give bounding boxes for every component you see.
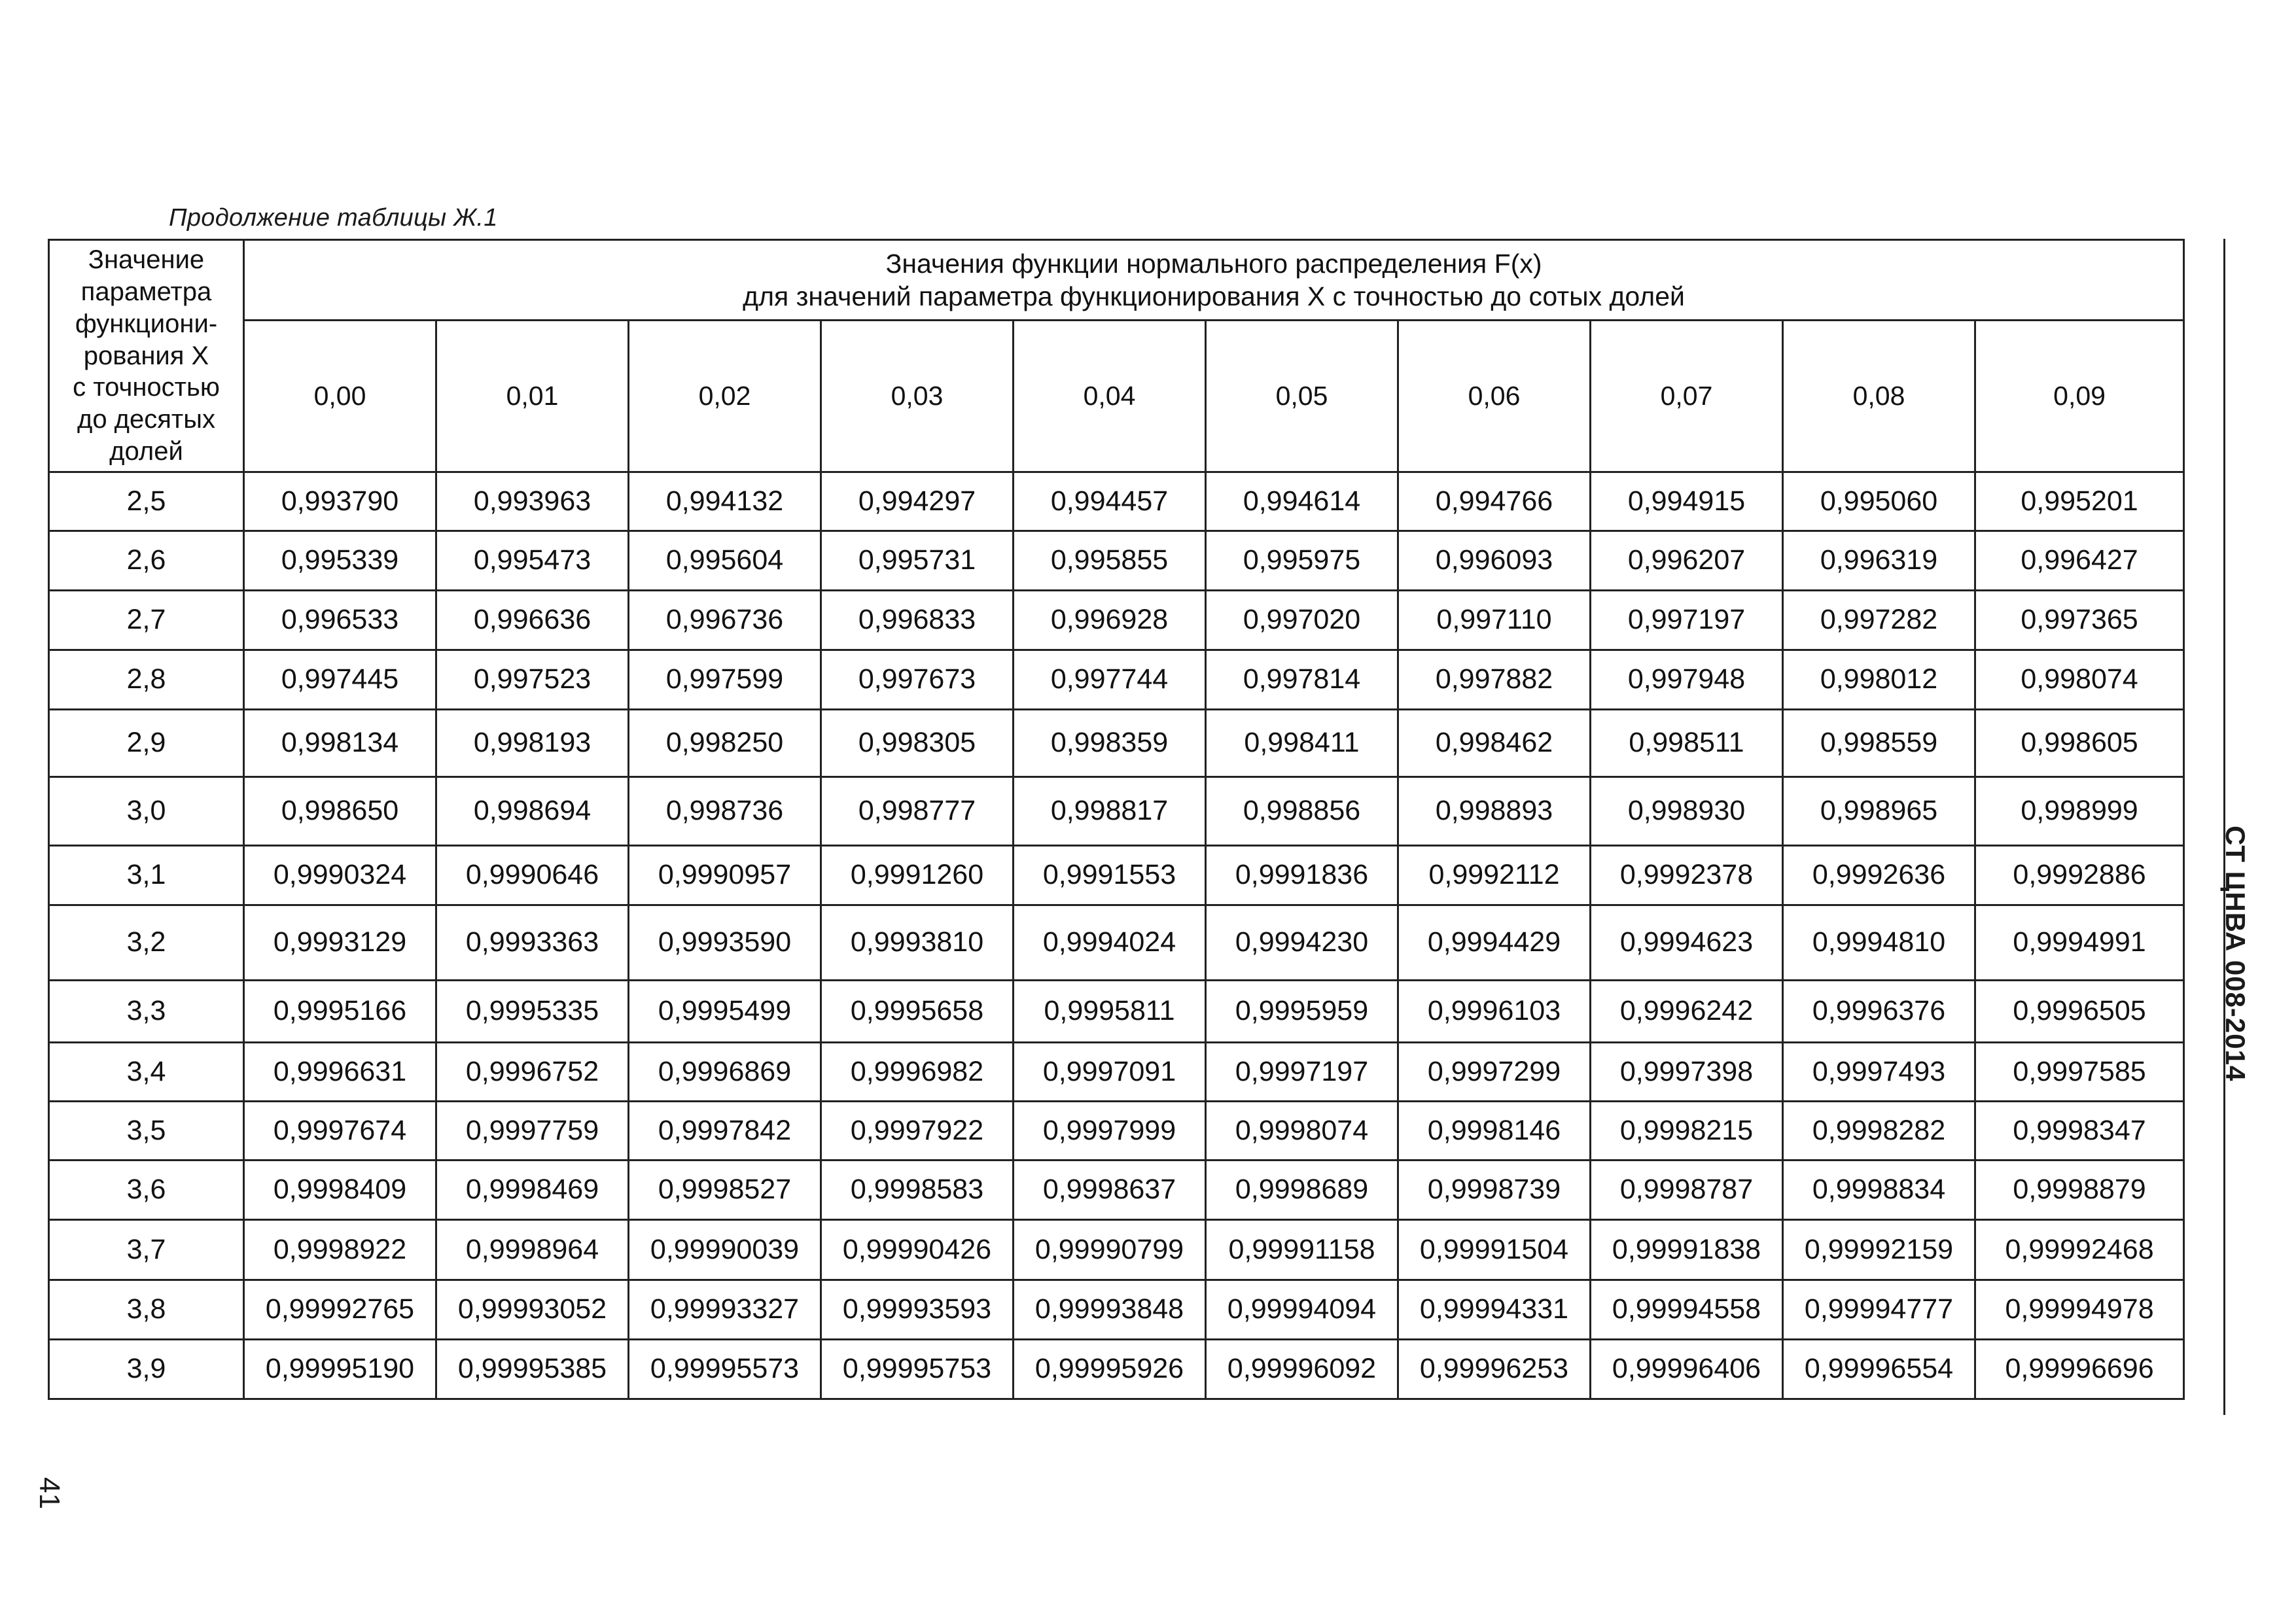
value-cell: 0,9993590	[629, 905, 821, 981]
table-row	[49, 1043, 2184, 1102]
value-cell: 0,99992468	[1975, 1220, 2184, 1280]
value-cell: 0,9995811	[1014, 981, 1206, 1043]
value-cell: 0,9991260	[821, 846, 1014, 905]
normal-distribution-table	[48, 239, 2185, 1400]
value-cell: 0,9990646	[436, 846, 629, 905]
value-cell: 0,9998215	[1591, 1102, 1783, 1161]
document-code: СТ ЦНВА 008-2014	[2220, 826, 2251, 1082]
value-cell: 0,996207	[1591, 531, 1783, 591]
value-cell: 0,996736	[629, 591, 821, 650]
param-head-line: Значение	[88, 245, 205, 275]
value-cell: 0,99992159	[1783, 1220, 1975, 1280]
value-cell: 0,996319	[1783, 531, 1975, 591]
value-cell: 0,99993593	[821, 1280, 1014, 1340]
value-cell: 0,996093	[1398, 531, 1591, 591]
value-cell: 0,99990426	[821, 1220, 1014, 1280]
value-cell: 0,9993129	[244, 905, 436, 981]
value-cell: 0,9995335	[436, 981, 629, 1043]
value-cell: 0,99995385	[436, 1340, 629, 1399]
value-cell: 0,998736	[629, 777, 821, 846]
value-cell: 0,9996869	[629, 1043, 821, 1102]
value-cell: 0,99993848	[1014, 1280, 1206, 1340]
value-cell: 0,994915	[1591, 472, 1783, 531]
function-values-header	[244, 240, 2184, 321]
value-cell: 0,9996505	[1975, 981, 2184, 1043]
value-cell: 0,998134	[244, 710, 436, 777]
column-headers-row	[49, 321, 2184, 472]
value-cell: 0,9996631	[244, 1043, 436, 1102]
value-cell: 0,995604	[629, 531, 821, 591]
page-number: 41	[33, 1477, 65, 1509]
value-cell: 0,9992112	[1398, 846, 1591, 905]
value-cell: 0,9994429	[1398, 905, 1591, 981]
value-cell: 0,998305	[821, 710, 1014, 777]
value-cell: 0,9992636	[1783, 846, 1975, 905]
value-cell: 0,997445	[244, 650, 436, 710]
value-cell: 0,9997585	[1975, 1043, 2184, 1102]
value-cell: 0,993790	[244, 472, 436, 531]
value-cell: 0,9996752	[436, 1043, 629, 1102]
column-header: 0,04	[1014, 321, 1206, 472]
value-cell: 0,995731	[821, 531, 1014, 591]
column-header: 0,09	[1975, 321, 2184, 472]
column-header: 0,00	[244, 321, 436, 472]
value-cell: 0,9996103	[1398, 981, 1591, 1043]
value-cell: 0,99995190	[244, 1340, 436, 1399]
table-row	[49, 472, 2184, 531]
value-cell: 0,998930	[1591, 777, 1783, 846]
value-cell: 0,9997493	[1783, 1043, 1975, 1102]
x-value-cell: 2,7	[49, 591, 244, 650]
value-cell: 0,998359	[1014, 710, 1206, 777]
value-cell: 0,998605	[1975, 710, 2184, 777]
value-cell: 0,99993327	[629, 1280, 821, 1340]
value-cell: 0,998074	[1975, 650, 2184, 710]
value-cell: 0,994766	[1398, 472, 1591, 531]
value-cell: 0,994297	[821, 472, 1014, 531]
table-caption: Продолжение таблицы Ж.1	[169, 204, 498, 232]
param-head-line: параметра	[80, 277, 212, 306]
x-value-cell: 2,5	[49, 472, 244, 531]
value-cell: 0,995201	[1975, 472, 2184, 531]
table-row	[49, 650, 2184, 710]
value-cell: 0,9996376	[1783, 981, 1975, 1043]
value-cell: 0,9995499	[629, 981, 821, 1043]
value-cell: 0,9993363	[436, 905, 629, 981]
value-cell: 0,997523	[436, 650, 629, 710]
value-cell: 0,99995573	[629, 1340, 821, 1399]
value-cell: 0,9995959	[1206, 981, 1398, 1043]
value-cell: 0,9994024	[1014, 905, 1206, 981]
value-cell: 0,998559	[1783, 710, 1975, 777]
value-cell: 0,998777	[821, 777, 1014, 846]
value-cell: 0,997197	[1591, 591, 1783, 650]
value-cell: 0,9998739	[1398, 1161, 1591, 1220]
value-cell: 0,9996982	[821, 1043, 1014, 1102]
value-cell: 0,9997759	[436, 1102, 629, 1161]
x-value-cell: 3,1	[49, 846, 244, 905]
value-cell: 0,998650	[244, 777, 436, 846]
value-cell: 0,997948	[1591, 650, 1783, 710]
value-cell: 0,99996092	[1206, 1340, 1398, 1399]
value-cell: 0,996928	[1014, 591, 1206, 650]
value-cell: 0,9998074	[1206, 1102, 1398, 1161]
value-cell: 0,9995166	[244, 981, 436, 1043]
value-cell: 0,99994558	[1591, 1280, 1783, 1340]
table-row	[49, 1340, 2184, 1399]
value-cell: 0,994132	[629, 472, 821, 531]
table-row	[49, 1220, 2184, 1280]
value-cell: 0,99990799	[1014, 1220, 1206, 1280]
table-row	[49, 777, 2184, 846]
value-cell: 0,9990324	[244, 846, 436, 905]
value-cell: 0,99994331	[1398, 1280, 1591, 1340]
x-value-cell: 3,6	[49, 1161, 244, 1220]
value-cell: 0,995975	[1206, 531, 1398, 591]
value-cell: 0,9997299	[1398, 1043, 1591, 1102]
value-cell: 0,9998282	[1783, 1102, 1975, 1161]
value-cell: 0,9998689	[1206, 1161, 1398, 1220]
value-cell: 0,995473	[436, 531, 629, 591]
column-header: 0,05	[1206, 321, 1398, 472]
value-cell: 0,998411	[1206, 710, 1398, 777]
value-cell: 0,994457	[1014, 472, 1206, 531]
column-header: 0,01	[436, 321, 629, 472]
value-cell: 0,9994623	[1591, 905, 1783, 981]
function-title-line1: Значения функции нормального распределения F(x)	[885, 248, 1542, 279]
value-cell: 0,996636	[436, 591, 629, 650]
value-cell: 0,9998787	[1591, 1161, 1783, 1220]
value-cell: 0,9998469	[436, 1161, 629, 1220]
value-cell: 0,99993052	[436, 1280, 629, 1340]
value-cell: 0,997110	[1398, 591, 1591, 650]
param-head-line: рования X	[83, 341, 209, 370]
value-cell: 0,9998583	[821, 1161, 1014, 1220]
value-cell: 0,998999	[1975, 777, 2184, 846]
table-row	[49, 846, 2184, 905]
value-cell: 0,996533	[244, 591, 436, 650]
value-cell: 0,9996242	[1591, 981, 1783, 1043]
value-cell: 0,9994230	[1206, 905, 1398, 981]
value-cell: 0,99991838	[1591, 1220, 1783, 1280]
value-cell: 0,9993810	[821, 905, 1014, 981]
value-cell: 0,998462	[1398, 710, 1591, 777]
value-cell: 0,99991504	[1398, 1220, 1591, 1280]
value-cell: 0,997020	[1206, 591, 1398, 650]
value-cell: 0,99991158	[1206, 1220, 1398, 1280]
value-cell: 0,997744	[1014, 650, 1206, 710]
value-cell: 0,9997674	[244, 1102, 436, 1161]
param-head-line: с точностью	[73, 373, 220, 402]
value-cell: 0,99994777	[1783, 1280, 1975, 1340]
value-cell: 0,997282	[1783, 591, 1975, 650]
table-row	[49, 531, 2184, 591]
value-cell: 0,9998527	[629, 1161, 821, 1220]
value-cell: 0,99992765	[244, 1280, 436, 1340]
value-cell: 0,997365	[1975, 591, 2184, 650]
value-cell: 0,998250	[629, 710, 821, 777]
table-row	[49, 591, 2184, 650]
value-cell: 0,9995658	[821, 981, 1014, 1043]
value-cell: 0,9997398	[1591, 1043, 1783, 1102]
value-cell: 0,9990957	[629, 846, 821, 905]
value-cell: 0,9992378	[1591, 846, 1783, 905]
x-value-cell: 3,9	[49, 1340, 244, 1399]
value-cell: 0,9997922	[821, 1102, 1014, 1161]
value-cell: 0,9994810	[1783, 905, 1975, 981]
table-body	[49, 472, 2184, 1399]
column-header: 0,07	[1591, 321, 1783, 472]
value-cell: 0,997673	[821, 650, 1014, 710]
value-cell: 0,99990039	[629, 1220, 821, 1280]
x-value-cell: 2,8	[49, 650, 244, 710]
value-cell: 0,995855	[1014, 531, 1206, 591]
x-value-cell: 2,9	[49, 710, 244, 777]
value-cell: 0,9998637	[1014, 1161, 1206, 1220]
value-cell: 0,9994991	[1975, 905, 2184, 981]
value-cell: 0,997599	[629, 650, 821, 710]
value-cell: 0,9998922	[244, 1220, 436, 1280]
value-cell: 0,9992886	[1975, 846, 2184, 905]
value-cell: 0,994614	[1206, 472, 1398, 531]
value-cell: 0,9998879	[1975, 1161, 2184, 1220]
x-value-cell: 3,4	[49, 1043, 244, 1102]
param-head-line: долей	[109, 436, 183, 466]
x-value-cell: 3,7	[49, 1220, 244, 1280]
value-cell: 0,998965	[1783, 777, 1975, 846]
value-cell: 0,99996554	[1783, 1340, 1975, 1399]
value-cell: 0,997882	[1398, 650, 1591, 710]
column-header: 0,08	[1783, 321, 1975, 472]
value-cell: 0,993963	[436, 472, 629, 531]
value-cell: 0,996833	[821, 591, 1014, 650]
table-row	[49, 1102, 2184, 1161]
value-cell: 0,9998347	[1975, 1102, 2184, 1161]
param-head-line: функциони-	[75, 309, 218, 338]
x-value-cell: 3,8	[49, 1280, 244, 1340]
value-cell: 0,996427	[1975, 531, 2184, 591]
x-value-cell: 3,5	[49, 1102, 244, 1161]
value-cell: 0,997814	[1206, 650, 1398, 710]
value-cell: 0,99996406	[1591, 1340, 1783, 1399]
x-value-cell: 2,6	[49, 531, 244, 591]
value-cell: 0,998511	[1591, 710, 1783, 777]
value-cell: 0,998856	[1206, 777, 1398, 846]
table-row	[49, 1280, 2184, 1340]
table-row	[49, 710, 2184, 777]
column-header: 0,03	[821, 321, 1014, 472]
value-cell: 0,99994978	[1975, 1280, 2184, 1340]
value-cell: 0,99994094	[1206, 1280, 1398, 1340]
table-row	[49, 905, 2184, 981]
value-cell: 0,998694	[436, 777, 629, 846]
value-cell: 0,998193	[436, 710, 629, 777]
value-cell: 0,9991553	[1014, 846, 1206, 905]
param-head-line: до десятых	[77, 405, 215, 434]
value-cell: 0,998893	[1398, 777, 1591, 846]
value-cell: 0,995060	[1783, 472, 1975, 531]
value-cell: 0,99995753	[821, 1340, 1014, 1399]
value-cell: 0,9991836	[1206, 846, 1398, 905]
value-cell: 0,99996696	[1975, 1340, 2184, 1399]
value-cell: 0,9998409	[244, 1161, 436, 1220]
function-title-line2: для значений параметра функционирования X с точностью до сотых долей	[743, 281, 1685, 311]
value-cell: 0,995339	[244, 531, 436, 591]
value-cell: 0,9998834	[1783, 1161, 1975, 1220]
value-cell: 0,9997197	[1206, 1043, 1398, 1102]
value-cell: 0,9998146	[1398, 1102, 1591, 1161]
parameter-column-header	[49, 240, 244, 472]
table-row	[49, 981, 2184, 1043]
value-cell: 0,998817	[1014, 777, 1206, 846]
column-header: 0,06	[1398, 321, 1591, 472]
table-row	[49, 1161, 2184, 1220]
x-value-cell: 3,2	[49, 905, 244, 981]
value-cell: 0,9998964	[436, 1220, 629, 1280]
value-cell: 0,998012	[1783, 650, 1975, 710]
value-cell: 0,99995926	[1014, 1340, 1206, 1399]
value-cell: 0,9997091	[1014, 1043, 1206, 1102]
value-cell: 0,9997999	[1014, 1102, 1206, 1161]
x-value-cell: 3,3	[49, 981, 244, 1043]
column-header: 0,02	[629, 321, 821, 472]
value-cell: 0,9997842	[629, 1102, 821, 1161]
x-value-cell: 3,0	[49, 777, 244, 846]
value-cell: 0,99996253	[1398, 1340, 1591, 1399]
